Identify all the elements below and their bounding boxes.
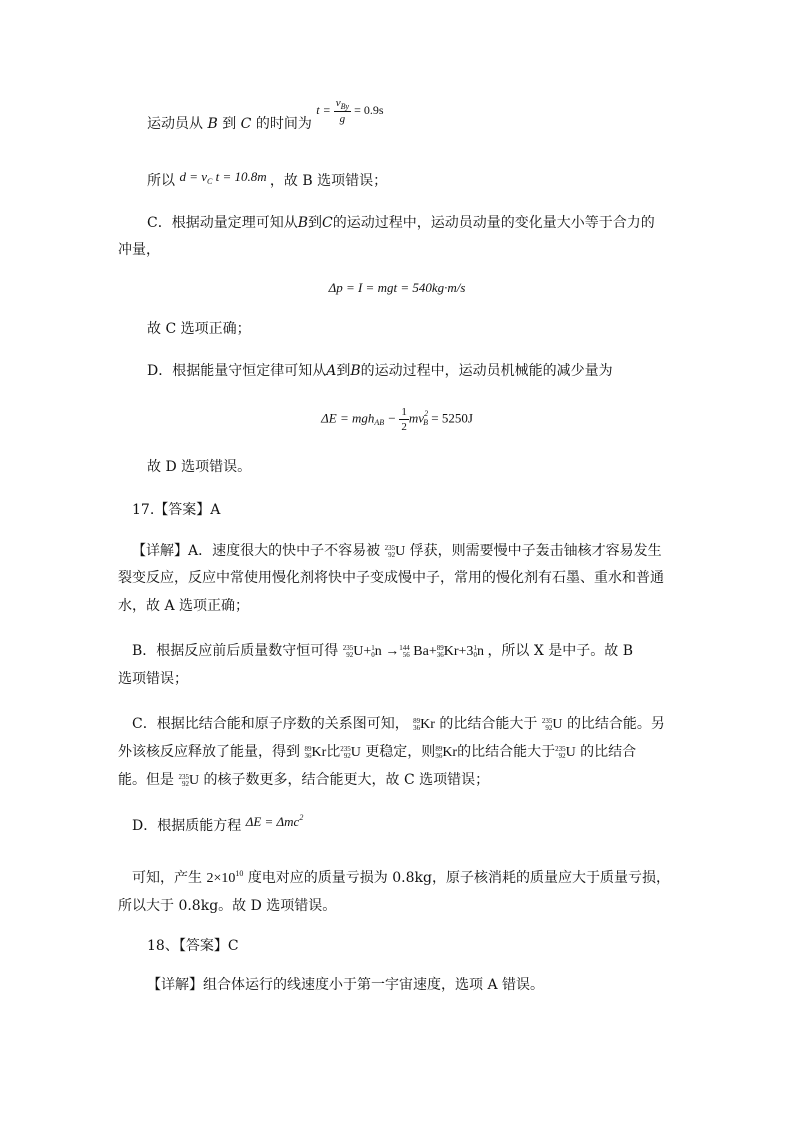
- time-equation: t = $\frac{v_{By}}{g}$ = 0.9s: [316, 97, 384, 125]
- b-to-c-time-line: 运动员从 B 到 C 的时间为 t = $\frac{v_{By}}{g}$ = 0.9s: [147, 97, 384, 132]
- q17-c-line2: 外该核反应释放了能量，得到 89 36 Kr比 235 92 U 更稳定，则 89 36 Kr的比结合能大于 235 92 U 的比结合: [118, 744, 637, 760]
- option-d-conclusion: 故 D 选项错误。: [147, 459, 252, 475]
- q17-a-line3: 水，故 A 选项正确；: [118, 598, 250, 614]
- u235-nuclide: 235 92 U: [384, 543, 406, 559]
- option-d-line1: D．根据能量守恒定律可知从A到B的运动过程中，运动员机械能的减少量为: [147, 363, 613, 379]
- option-c-line2: 冲量，: [118, 242, 160, 258]
- q18-heading: 18、【答案】C: [147, 938, 239, 954]
- distance-equation: $d = v_C$ t = 10.8m: [179, 169, 267, 186]
- option-c-line1: C．根据动量定理可知从B到C的运动过程中，运动员动量的变化量大小等于合力的: [147, 215, 655, 231]
- fission-equation: 235 92 U+ 1 0 n → 144 56 Ba+ 89 36 Kr+3 1 0 n: [342, 643, 484, 659]
- q17-a-line1: 【详解】A．速度很大的快中子不容易被 235 92 U 俘获，则需要慢中子轰击铀核才容易发生: [132, 541, 662, 562]
- q17-b-line2: 选项错误；: [118, 671, 188, 687]
- option-c-conclusion: 故 C 选项正确；: [147, 321, 251, 337]
- q17-c-line1: C．根据比结合能和原子序数的关系图可知， 89 36 Kr 的比结合能大于 235 92 U 的比结合能。另: [132, 716, 665, 732]
- q17-d-line2: 可知，产生 $2\times 10^{10}$ 度电对应的质量亏损为 0.8kg，原子核消耗的质量应大于质量亏损，: [132, 869, 670, 886]
- q17-d-line3: 所以大于 0.8kg。故 D 选项错误。: [118, 898, 337, 914]
- q18-detail-line: 【详解】组合体运行的线速度小于第一宇宙速度，选项 A 错误。: [147, 977, 545, 993]
- q17-a-line2: 裂变反应，反应中常使用慢化剂将快中子变成慢中子，常用的慢化剂有石墨、重水和普通: [118, 570, 664, 586]
- energy-equation: ΔE = mgh$_{AB}$ − $\frac{1}{2}$ $mv^2_B = 5250J$: [321, 406, 473, 433]
- q17-d-line1: D．根据质能方程 ΔE = Δmc$^2$: [132, 813, 304, 834]
- distance-line: 所以 $d = v_C$ t = 10.8m ，故 B 选项错误；: [147, 169, 388, 189]
- momentum-equation: Δp = I = mgt = 540kg·m/s: [328, 280, 466, 295]
- q17-c-line3: 能。但是 235 92 U 的核子数更多，结合能更大，故 C 选项错误；: [118, 772, 490, 788]
- q17-b-line1: B．根据反应前后质量数守恒可得 235 92 U+ 1 0 n → 144 56 Ba+ 89 36 Kr+3 1 0 n ，所以 X 是中子。故 B: [132, 643, 634, 659]
- q17-heading: 17.【答案】A: [132, 502, 221, 518]
- time-fraction: $\frac{v_{By}}{g}$: [335, 97, 350, 125]
